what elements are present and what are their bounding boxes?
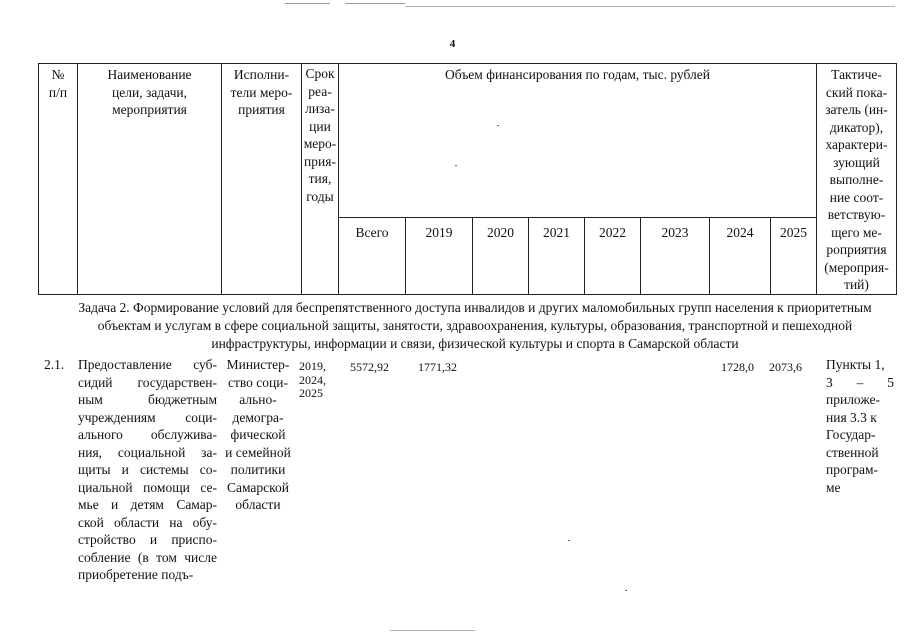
- row-period-line: 2025: [299, 386, 323, 400]
- row-name-line: учреждениям соци-: [78, 409, 217, 425]
- row-indicator-line: приложе-: [826, 392, 880, 407]
- row-2024-value: 1728,0: [721, 360, 754, 374]
- row-indicator-line: ме: [826, 479, 841, 495]
- row-executor-line: ально-: [239, 392, 277, 407]
- row-name-line: мье и детям Самар-: [78, 497, 217, 512]
- row-executor-line: области: [235, 497, 281, 512]
- row-2019-value: 1771,32: [418, 360, 457, 374]
- header-funding: Объем финансирования по годам, тыс. рублей: [339, 64, 817, 218]
- header-num: № п/п: [39, 64, 78, 295]
- row-indicator: [826, 356, 894, 496]
- row-indicator-line: програм-: [826, 462, 879, 477]
- scan-artifact: [345, 3, 405, 4]
- row-name-line: собление (в том числе: [78, 549, 217, 565]
- header-executors: Исполни- тели меро- приятия: [222, 64, 302, 295]
- row-executor: [220, 356, 296, 514]
- row-indicator-line: ственной: [826, 444, 879, 460]
- scan-artifact: [390, 630, 475, 631]
- row-period: [299, 360, 339, 401]
- row-name-line: Предоставление суб-: [78, 357, 217, 372]
- scan-speck: [568, 540, 570, 541]
- row-2025-value: 2073,6: [769, 360, 802, 374]
- header-year-2020: 2020: [473, 218, 529, 295]
- row-name-line: стройство и приспо-: [78, 532, 217, 547]
- row-period-line: 2019,: [299, 359, 326, 373]
- task-heading: Задача 2. Формирование условий для беспрепятственного доступа инвалидов и других маломобильных групп населения к приоритетным объектам и услугам в сфере социальной защиты, занятости, здравоохранения, культуры, образования, транспортной и пешеходной инфраструктуры, информации и связи, физической культуры и спорта в Самарской области: [78, 300, 872, 351]
- row-name-line: ской области на обу-: [78, 514, 217, 530]
- row-name-line: ным бюджетным: [78, 392, 217, 407]
- row-period-line: 2024,: [299, 372, 326, 387]
- row-executor-line: демогра-: [232, 409, 284, 425]
- row-executor-line: Самарской: [226, 479, 290, 495]
- header-period: Срок реа- лиза- ции меро- прия- тия, годы: [302, 64, 339, 295]
- row-name: [78, 356, 217, 584]
- header-year-2023: 2023: [641, 218, 710, 295]
- row-executor-line: и семейной: [225, 444, 291, 460]
- header-table: [38, 63, 897, 295]
- row-executor-line: Министер-: [226, 357, 290, 372]
- row-name-line: циальной помощи се-: [78, 479, 217, 495]
- row-name-line: сидий государствен-: [78, 374, 217, 390]
- row-indicator-line: 3 – 5: [826, 374, 894, 390]
- row-executor-line: политики: [230, 462, 286, 477]
- header-year-2024: 2024: [710, 218, 771, 295]
- row-executor-line: ство соци-: [228, 374, 288, 390]
- header-year-2022: 2022: [585, 218, 641, 295]
- header-total: Всего: [339, 218, 406, 295]
- row-indicator-line: Государ-: [826, 427, 876, 442]
- row-number: 2.1.: [44, 357, 65, 372]
- header-name: Наименование цели, задачи, мероприятия: [78, 64, 222, 295]
- row-name-line: ального обслужива-: [78, 427, 217, 442]
- header-year-2019: 2019: [406, 218, 473, 295]
- header-year-2025: 2025: [771, 218, 817, 295]
- row-indicator-line: Пункты 1,: [826, 357, 885, 372]
- header-indicator: Тактиче- ский пока- затель (ин- дикатор), характери- зующий выполне- ние соот- ветствую- щего ме- роприятия (мероприя- тий): [817, 64, 897, 295]
- scan-speck: [625, 590, 627, 591]
- page-number: 4: [449, 38, 456, 50]
- row-executor-line: фической: [230, 427, 286, 442]
- row-name-line: щиты и системы со-: [78, 462, 217, 477]
- header-year-2021: 2021: [529, 218, 585, 295]
- row-total-value: 5572,92: [350, 360, 389, 374]
- scan-artifact: [405, 6, 895, 7]
- row-indicator-line: ния 3.3 к: [826, 409, 877, 425]
- scan-artifact: [285, 3, 330, 4]
- row-name-line: ния, социальной за-: [78, 444, 217, 460]
- row-name-line: приобретение подъ-: [78, 567, 194, 582]
